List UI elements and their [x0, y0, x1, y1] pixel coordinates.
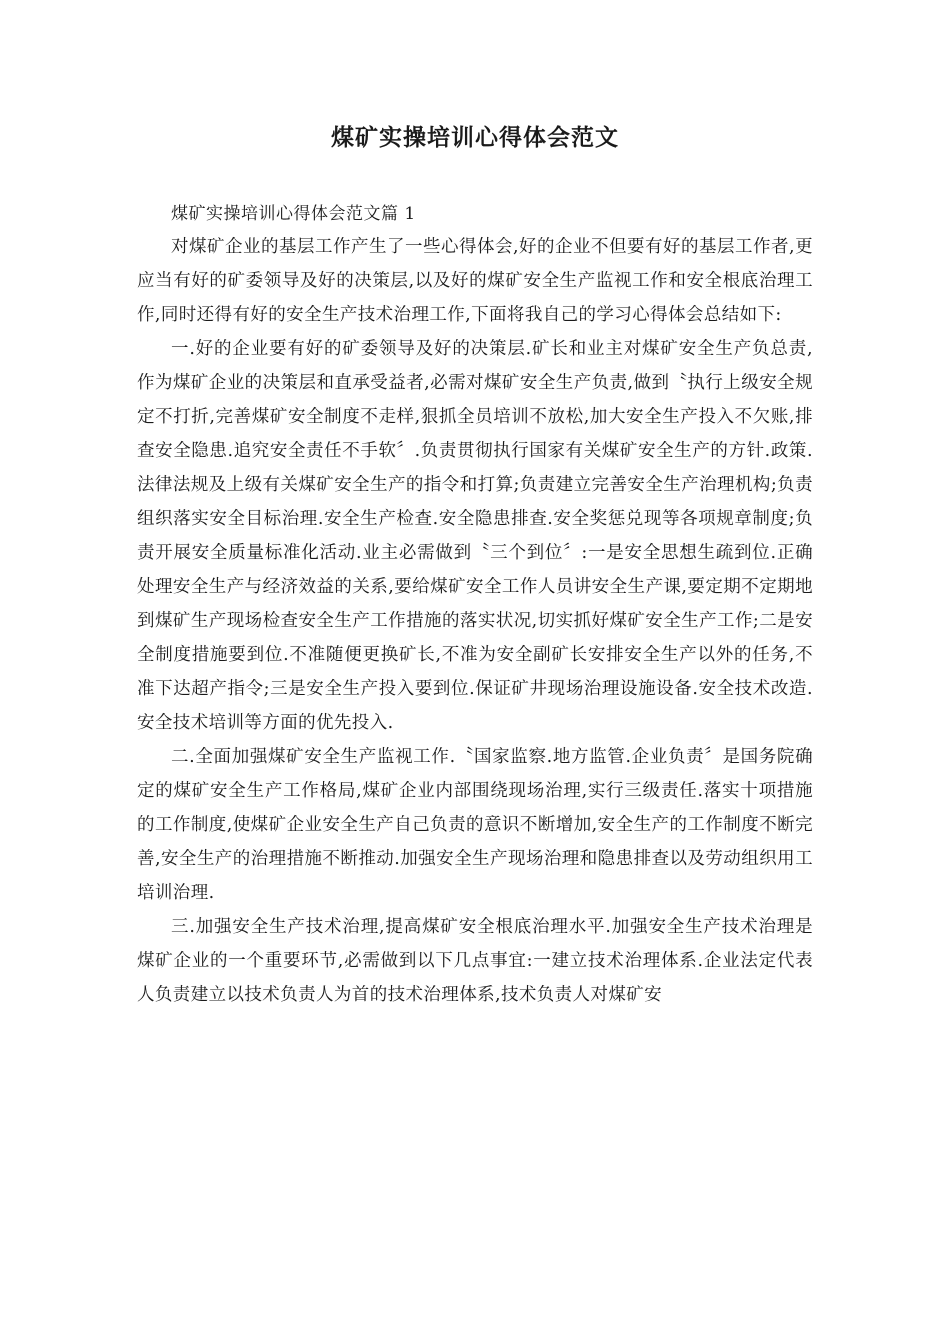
section-heading: 煤矿实操培训心得体会范文篇 1 [171, 204, 416, 224]
body-paragraph-3: 三.加强安全生产技术治理,提高煤矿安全根底治理水平.加强安全生产技术治理是煤矿企业的一个重要环节,必需做到以下几点事宜:一建立技术治理体系.企业法定代表人负责建立以技术负责人为首的技术治理体系,技术负责人对煤矿安 [137, 917, 813, 1005]
body-paragraph-intro: 对煤矿企业的基层工作产生了一些心得体会,好的企业不但要有好的基层工作者,更应当有好的矿委领导及好的决策层,以及好的煤矿安全生产监视工作和安全根底治理工作,同时还得有好的安全生产技术治理工作,下面将我自己的学习心得体会总结如下: [137, 237, 813, 325]
body-paragraph-2: 二.全面加强煤矿安全生产监视工作.〝国家监察.地方监管.企业负责〞是国务院确定的煤矿安全生产工作格局,煤矿企业内部围绕现场治理,实行三级责任.落实十项措施的工作制度,使煤矿企业安全生产自己负责的意识不断增加,安全生产的工作制度不断完善,安全生产的治理措施不断推动.加强安全生产现场治理和隐患排查以及劳动组织用工培训治理. [137, 747, 813, 903]
document-title: 煤矿实操培训心得体会范文 [331, 124, 619, 151]
body-paragraph-1: 一.好的企业要有好的矿委领导及好的决策层.矿长和业主对煤矿安全生产负总责,作为煤矿企业的决策层和直承受益者,必需对煤矿安全生产负责,做到〝执行上级安全规定不打折,完善煤矿安全制度不走样,狠抓全员培训不放松,加大安全生产投入不欠账,排查安全隐患.追究安全责任不手软〞.负责贯彻执行国家有关煤矿安全生产的方针.政策.法律法规及上级有关煤矿安全生产的指令和打算;负责建立完善安全生产治理机构;负责组织落实安全目标治理.安全生产检查.安全隐患排查.安全奖惩兑现等各项规章制度;负责开展安全质量标准化活动.业主必需做到〝三个到位〞:一是安全思想生疏到位.正确处理安全生产与经济效益的关系,要给煤矿安全工作人员讲安全生产课,要定期不定期地到煤矿生产现场检查安全生产工作措施的落实状况,切实抓好煤矿安全生产工作;二是安全制度措施要到位.不准随便更换矿长,不准为安全副矿长安排安全生产以外的任务,不准下达超产指令;三是安全生产投入要到位.保证矿井现场治理设施设备.安全技术改造.安全技术培训等方面的优先投入. [137, 339, 813, 733]
document-body [137, 199, 813, 1012]
